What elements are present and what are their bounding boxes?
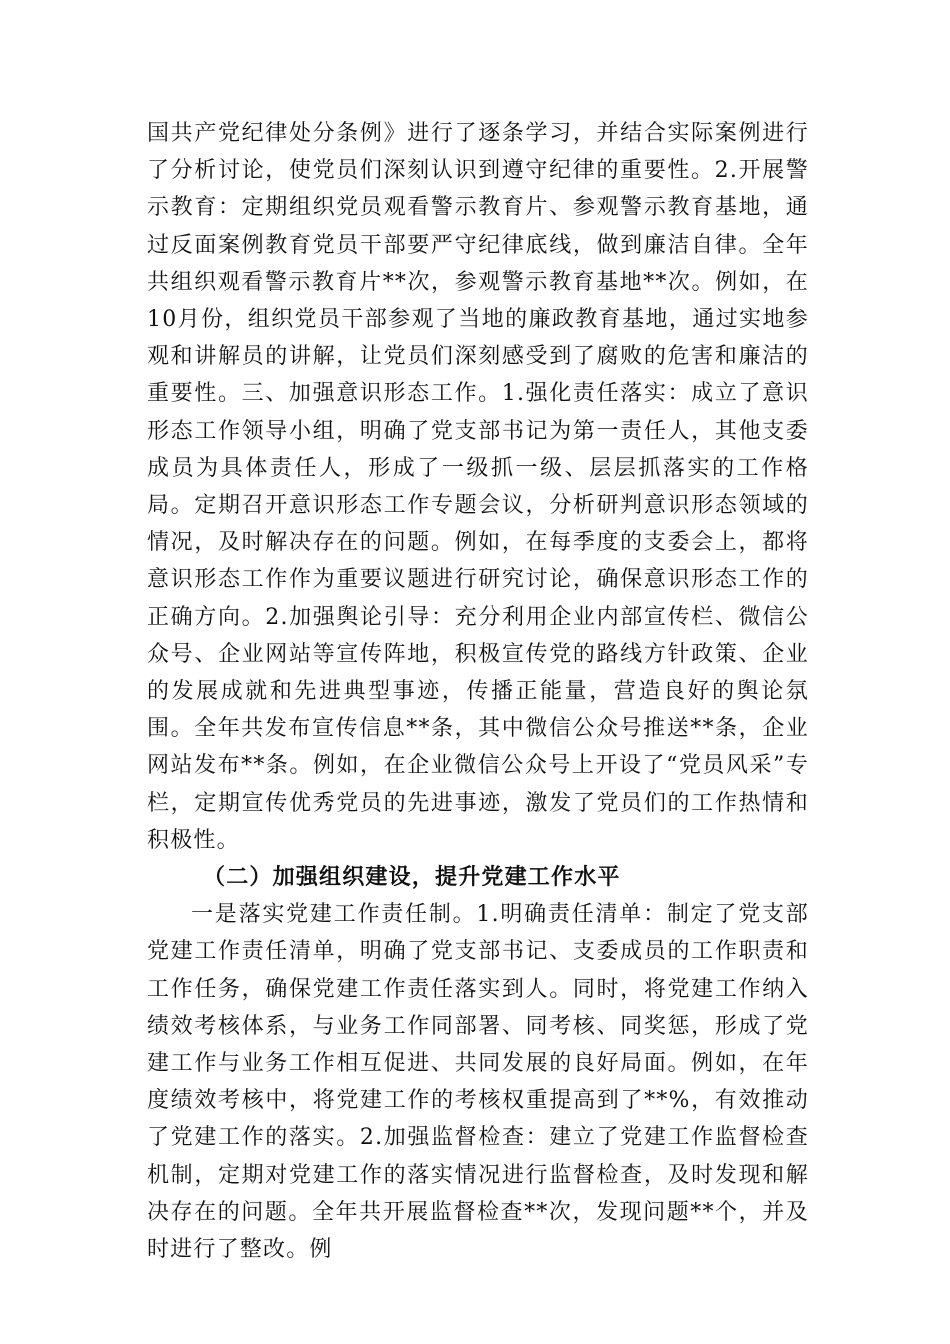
section-heading-organization: （二）加强组织建设，提升党建工作水平 [203, 864, 621, 891]
paragraph-discipline-and-ideology: 国共产党纪律处分条例》进行了逐条学习，并结合实际案例进行了分析讨论，使党员们深刻认识到遵守纪律的重要性。2.开展警示教育：定期组织党员观看警示教育片、参观警示教育基地，通过反面案例教育党员干部要严守纪律底线，做到廉洁自律。全年共组织观看警示教育片**次，参观警示教育基地**次。例如，在10月份，组织党员干部参观了当地的廉政教育基地，通过实地参观和讲解员的讲解，让党员们深刻感受到了腐败的危害和廉洁的重要性。三、加强意识形态工作。1.强化责任落实：成立了意识形态工作领导小组，明确了党支部书记为第一责任人，其他支委成员为具体责任人，形成了一级抓一级、层层抓落实的工作格局。定期召开意识形态工作专题会议，分析研判意识形态领域的情况，及时解决存在的问题。例如，在每季度的支委会上，都将意识形态工作作为重要议题进行研究讨论，确保意识形态工作的正确方向。2.加强舆论引导：充分利用企业内部宣传栏、微信公众号、企业网站等宣传阵地，积极宣传党的路线方针政策、企业的发展成就和先进典型事迹，传播正能量，营造良好的舆论氛围。全年共发布宣传信息**条，其中微信公众号推送**条，企业网站发布**条。例如，在企业微信公众号上开设了“党员风采”专栏，定期宣传优秀党员的先进事迹，激发了党员们的工作热情和积极性。 [147, 121, 809, 853]
document-body [147, 115, 809, 1268]
paragraph-responsibility-system: 一是落实党建工作责任制。1.明确责任清单：制定了党支部党建工作责任清单，明确了党支部书记、支委成员的工作职责和工作任务，确保党建工作责任落实到人。同时，将党建工作纳入绩效考核体系，与业务工作同部署、同考核、同奖惩，形成了党建工作与业务工作相互促进、共同发展的良好局面。例如，在年度绩效考核中，将党建工作的考核权重提高到了**%，有效推动了党建工作的落实。2.加强监督检查：建立了党建工作监督检查机制，定期对党建工作的落实情况进行监督检查，及时发现和解决存在的问题。全年共开展监督检查**次，发现问题**个，并及时进行了整改。例 [147, 902, 809, 1263]
